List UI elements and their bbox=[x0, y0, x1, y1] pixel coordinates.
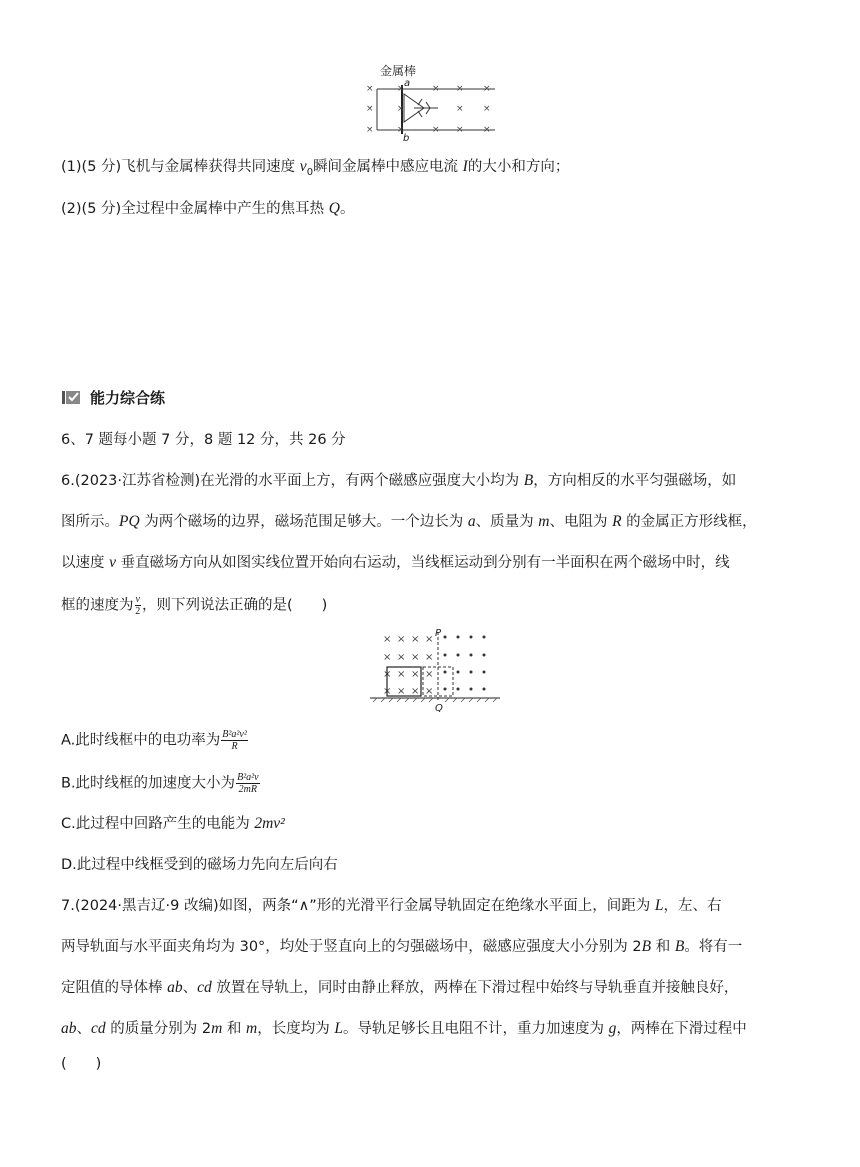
var-I: I bbox=[462, 158, 468, 175]
option-c bbox=[61, 814, 285, 834]
svg-text:×: × bbox=[425, 669, 434, 680]
q7-text: 和 bbox=[222, 1021, 247, 1037]
q6-text: 、质量为 bbox=[475, 514, 539, 530]
svg-text:×: × bbox=[425, 652, 434, 663]
svg-text:×: × bbox=[383, 652, 392, 663]
svg-text:×: × bbox=[366, 84, 374, 94]
q5-p1-text: (1)(5 分)飞机与金属棒获得共同速度 bbox=[61, 159, 300, 175]
fraction-denominator: 2 bbox=[135, 606, 141, 617]
fraction-numerator: B²a²v² bbox=[222, 729, 247, 740]
var-B: B bbox=[674, 938, 685, 955]
svg-text:×: × bbox=[411, 669, 420, 680]
figure-rod-plane bbox=[360, 58, 500, 142]
q7-text: ，左、右 bbox=[663, 898, 722, 914]
svg-text:×: × bbox=[483, 104, 491, 114]
field-markers-cross bbox=[383, 634, 433, 697]
airplane-icon bbox=[404, 94, 438, 122]
var-cd: cd bbox=[197, 979, 212, 996]
var-m: m bbox=[246, 1020, 258, 1037]
q6-text: 6.(2023·江苏省检测)在光滑的水平面上方，有两个磁感应强度大小均为 bbox=[61, 473, 524, 489]
point-a-label: a bbox=[404, 78, 411, 89]
svg-text:×: × bbox=[397, 634, 406, 645]
q6-text: 以速度 bbox=[61, 555, 110, 571]
svg-text:×: × bbox=[397, 686, 406, 697]
var-L: L bbox=[654, 897, 664, 914]
svg-text:×: × bbox=[456, 104, 464, 114]
q6-line-4 bbox=[61, 594, 327, 617]
fraction-numerator: v bbox=[135, 594, 140, 605]
q5-p1-text-end: 的大小和方向； bbox=[467, 159, 570, 175]
q7-text: 、 bbox=[182, 980, 198, 996]
q7-text: ，长度均为 bbox=[257, 1021, 335, 1037]
q5-p1-text-mid: 瞬间金属棒中感应电流 bbox=[313, 159, 463, 175]
fraction-numerator: B²a²v bbox=[237, 772, 259, 783]
svg-text:×: × bbox=[397, 104, 405, 114]
svg-text:×: × bbox=[411, 634, 420, 645]
q7-text: 7.(2024·黑吉辽·9 改编)如图，两条“∧”形的光滑平行金属导轨固定在绝缘水平面上，间距为 bbox=[61, 898, 655, 914]
ground-hatch bbox=[373, 698, 497, 702]
var-m: m bbox=[211, 1020, 223, 1037]
var-B: B bbox=[641, 938, 652, 955]
q7-text: 的质量分别为 2 bbox=[105, 1021, 212, 1037]
figure-label-metal-rod: 金属棒 bbox=[380, 64, 417, 78]
section-title: 能力综合练 bbox=[90, 388, 166, 407]
var-v: v bbox=[109, 554, 116, 571]
var-L: L bbox=[334, 1020, 343, 1037]
var-ab: ab bbox=[61, 1020, 77, 1037]
var-B: B bbox=[523, 472, 534, 489]
q6-line-1 bbox=[61, 471, 736, 491]
q7-answer-blank: ( ) bbox=[61, 1056, 102, 1072]
svg-text:×: × bbox=[397, 125, 405, 135]
fraction-option-b bbox=[236, 772, 260, 795]
section-header bbox=[61, 386, 165, 408]
q6-text: 、电阻为 bbox=[549, 514, 613, 530]
q6-text: 图所示。 bbox=[61, 514, 119, 530]
svg-text:×: × bbox=[456, 125, 464, 135]
q7-text: 、 bbox=[76, 1021, 91, 1037]
svg-text:×: × bbox=[425, 634, 434, 645]
svg-text:×: × bbox=[456, 84, 464, 94]
figure-pq-field-loop bbox=[365, 628, 505, 712]
q7-text: ，两棒在下滑过程中 bbox=[616, 1021, 747, 1037]
q6-line-2 bbox=[61, 512, 757, 532]
option-b-text: B.此时线框的加速度大小为 bbox=[61, 775, 236, 792]
label-P: P bbox=[435, 628, 442, 639]
q7-line-1 bbox=[61, 896, 721, 916]
score-note: 6、7 题每小题 7 分，8 题 12 分，共 26 分 bbox=[61, 432, 346, 448]
q6-text: 垂直磁场方向从如图实线位置开始向右运动，当线框运动到分别有一半面积在两个磁场中时，线 bbox=[116, 555, 730, 571]
q6-text: ，方向相反的水平匀强磁场，如 bbox=[533, 473, 737, 489]
fraction-denominator: R bbox=[231, 741, 238, 752]
svg-text:×: × bbox=[483, 125, 491, 135]
q7-text: 。导轨足够长且电阻不计，重力加速度为 bbox=[342, 1021, 609, 1037]
q7-text: 和 bbox=[651, 939, 675, 955]
field-markers-dot bbox=[444, 636, 486, 691]
svg-text:×: × bbox=[432, 125, 440, 135]
option-a-text: A.此时线框中的电功率为 bbox=[61, 732, 221, 749]
q7-text: 定阻值的导体棒 bbox=[61, 980, 168, 996]
q6-text: 为两个磁场的边界，磁场范围足够大。一个边长为 bbox=[139, 514, 468, 530]
q5-part-2 bbox=[61, 199, 355, 219]
q7-line-4 bbox=[61, 1019, 747, 1039]
var-PQ: PQ bbox=[119, 513, 140, 530]
var-m: m bbox=[538, 513, 550, 530]
svg-text:×: × bbox=[383, 634, 392, 645]
option-a bbox=[61, 729, 249, 752]
checked-notepad-icon bbox=[61, 388, 83, 406]
var-Q: Q bbox=[328, 200, 340, 217]
point-b-label: b bbox=[403, 133, 410, 142]
q7-text: 。将有一 bbox=[684, 939, 743, 955]
svg-text:×: × bbox=[411, 686, 420, 697]
svg-text:×: × bbox=[383, 669, 392, 680]
var-g: g bbox=[608, 1020, 617, 1037]
q7-line-2 bbox=[61, 937, 742, 957]
q7-line-3 bbox=[61, 978, 738, 998]
option-c-text: C.此过程中回路产生的电能为 bbox=[61, 816, 255, 832]
q7-text: 两导轨面与水平面夹角均为 30°，均处于竖直向上的匀强磁场中，磁感应强度大小分别为 2 bbox=[61, 939, 642, 955]
svg-text:×: × bbox=[366, 125, 374, 135]
var-ab: ab bbox=[167, 979, 183, 996]
q5-part-1 bbox=[61, 157, 569, 183]
q6-line-3 bbox=[61, 553, 730, 573]
subscript-0: 0 bbox=[306, 166, 314, 178]
svg-text:×: × bbox=[432, 84, 440, 94]
label-Q: Q bbox=[435, 703, 443, 712]
q5-p2-text-end: 。 bbox=[340, 201, 355, 217]
q6-text: 的金属正方形线框， bbox=[621, 514, 757, 530]
svg-text:×: × bbox=[397, 84, 405, 94]
svg-text:×: × bbox=[483, 84, 491, 94]
fraction-denominator: 2mR bbox=[238, 784, 257, 795]
q7-text: 放置在导轨上，同时由静止释放，两棒在下滑过程中始终与导轨垂直并接触良好， bbox=[211, 980, 739, 996]
svg-text:×: × bbox=[425, 686, 434, 697]
svg-text:×: × bbox=[383, 686, 392, 697]
svg-text:×: × bbox=[397, 652, 406, 663]
var-a: a bbox=[467, 513, 476, 530]
q5-p2-text: (2)(5 分)全过程中金属棒中产生的焦耳热 bbox=[61, 201, 329, 217]
var-R: R bbox=[612, 513, 622, 530]
fraction-option-a bbox=[221, 729, 248, 752]
fraction-v-over-2 bbox=[135, 594, 141, 617]
field-markers-cross bbox=[366, 84, 491, 135]
option-d: D.此过程中线框受到的磁场力先向左后向右 bbox=[61, 857, 338, 873]
var-cd: cd bbox=[91, 1020, 106, 1037]
q6-text: ，则下列说法正确的是( ) bbox=[141, 597, 328, 614]
var-v: v bbox=[299, 158, 307, 175]
option-c-value: 2mv² bbox=[254, 815, 285, 832]
svg-text:×: × bbox=[366, 104, 374, 114]
option-b bbox=[61, 772, 261, 795]
svg-text:×: × bbox=[411, 652, 420, 663]
q6-text: 框的速度为 bbox=[61, 597, 134, 614]
svg-text:×: × bbox=[397, 669, 406, 680]
